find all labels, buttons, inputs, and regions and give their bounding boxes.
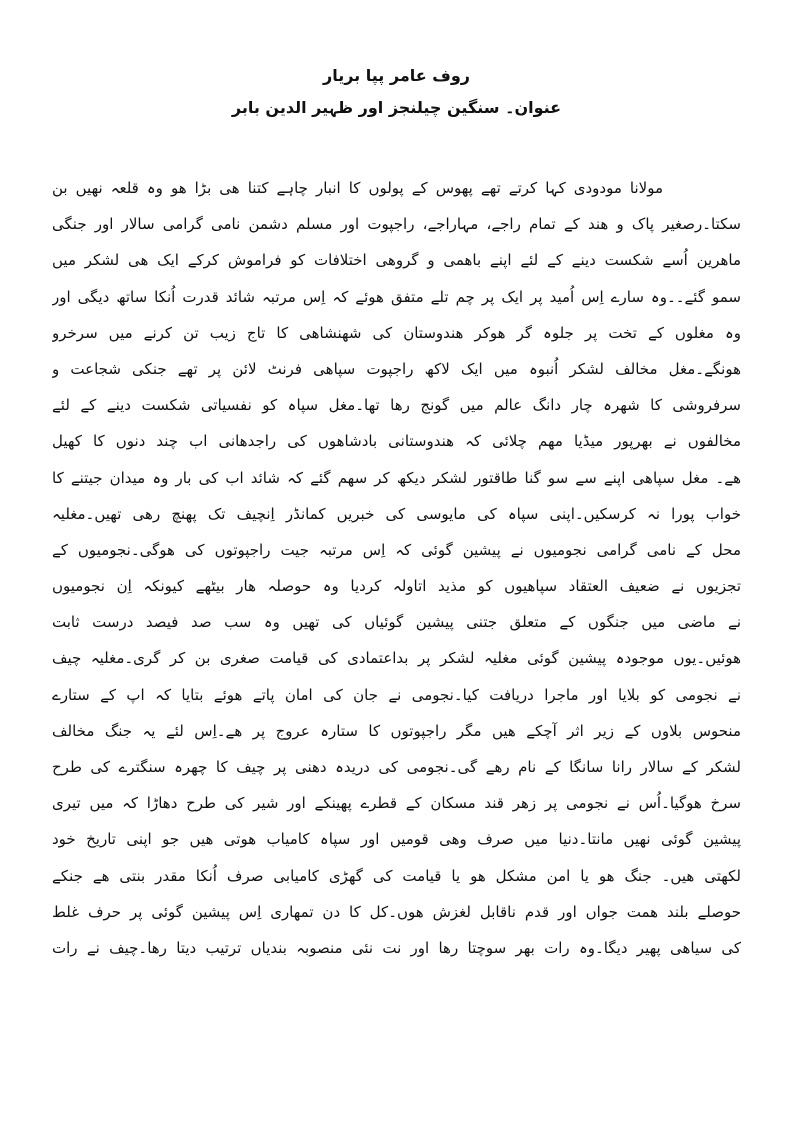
text-line: لکھتی ھیں۔ جنگ ھو یا امن مشکل ھو یا قیامت کی گھڑی کامیابی صرف اُنکا مقدر بنتی ھے جنکے [52, 866, 741, 885]
text-line: وہ مغلوں کے تخت پر جلوہ گر ھوکر ھندوستان کی شھنشاھی کا تاج زیب تن کرنے میں سرخرو [52, 323, 741, 342]
text-line: مولانا مودودی کہا کرتے تھے پھوس کے پولوں کا انبار چاہے کتنا ھی بڑا ھو وہ قلعہ نھیں بن [52, 179, 663, 197]
text-line: منحوس بلاوں کے زیر اثر آچکے ھیں مگر راجپوتوں کا ستارہ عروج پر ھے۔اِس لئے یہ جنگ مخالف [52, 721, 741, 740]
article-body [52, 170, 741, 966]
text-line: سرفروشی کا شھرہ چار دانگ عالم میں گونج رھا تھا۔مغل سپاہ کو نفسیاتی شکست دینے کے لئے [52, 396, 741, 415]
text-line: سکتا۔رصغیر پاک و ھند کے تمام راجے، مہاراجے، راجپوت اور مسلم دشمن نامی گرامی سالار اور جنگی [52, 215, 741, 234]
text-line: سمو گئے۔۔وہ سارے اِس اُمید پر ایک پر چم تلے متفق ھوئے کہ اِس مرتبہ شائد قدرت اُنکا ساتھ دیگی اور [52, 287, 741, 306]
author-name: روف عامر پپا بریار [323, 66, 470, 85]
document-title: عنوان۔ سنگین چیلنجز اور ظہیر الدین بابر [231, 98, 562, 117]
text-line: ھونگے۔مغل مخالف لشکر اُنبوہ میں ایک لاکھ راجپوت سپاھی فرنٹ لائن پر تھے جنکی شجاعت و [52, 359, 741, 378]
text-line: کی سیاھی پھیر دیگا۔وہ رات بھر سوچتا رھا اور نت نئی منصوبہ بندیاں ترتیب دیتا رھا۔چیف نے رات [52, 938, 741, 957]
text-line: ھے۔ مغل سپاھی اپنے سے سو گنا طاقتور لشکر دیکھ کر سھم گئے کہ شائد اب کی بار وہ میدان جیتنے کا [52, 468, 741, 487]
text-line: لشکر کے سالار رانا سانگا کے نام رھے گی۔نجومی کی دریدہ دھنی پر چیف کا چھرہ سنگترے کی طرح [52, 758, 741, 776]
text-line: ماھرین اُسے شکست دینے کے لئے اپنے باھمی و گروھی اختلافات کو فراموش کرکے ایک ھی لشکر میں [52, 251, 741, 270]
text-line: نے نجومی کو بلایا اور ماجرا دریافت کیا۔نجومی نے جان کی امان پاتے ھوئے بتایا کہ اپ کے ستارے [52, 685, 741, 704]
text-line: مخالفوں نے بھرپور میڈیا مھم چلائی کہ ھندوستانی بادشاھوں کی راجدھانی اب چند دنوں کا کھیل [52, 432, 741, 451]
text-line: نے ماضی میں جنگوں کے متعلق جتنی پیشین گوئیاں کی تھیں وہ سب صد فیصد درست ثابت [52, 613, 741, 632]
text-line: سرخ ھوگیا۔اُس نے نجومی پر زھر قند مسکان کے قطرے پھینکے اور شیر کی طرح دھاڑا کہ میں تیری [52, 794, 741, 813]
text-line: حوصلے بلند ھمت جواں اور قدم ناقابل لغزش ھوں۔کل کا دن تمھاری اِس پیشین گوئی پر حرف غلط [52, 902, 741, 921]
text-line: خواب پورا نہ کرسکیں۔اپنی سپاہ کی مایوسی کی خبریں کمانڈر اِنچیف تک پھنچ رھی تھیں۔مغلیہ [52, 504, 741, 523]
document-header [0, 60, 793, 124]
text-line: ھوئیں۔یوں موجودہ پیشین گوئی مغلیہ لشکر پر بداعتمادی کی قیامت صغری بن کر گری۔مغلیہ چیف [52, 649, 741, 668]
text-line: تجزیوں نے ضعیف العتقاد سپاھیوں کو مذید اتاولہ کردیا وہ حوصلہ ھار بیٹھے کیونکہ اِن نجومیوں [52, 577, 741, 596]
text-line: محل کے نامی گرامی نجومیوں نے پیشین گوئی کہ اِس مرتبہ جیت راجپوتوں کی ھوگی۔نجومیوں کے [52, 540, 741, 559]
text-line: پیشین گوئی نھیں مانتا۔دنیا میں صرف وھی قومیں اور سپاہ کامیاب ھوتی ھیں جو اپنی تاریخ خود [52, 830, 741, 849]
